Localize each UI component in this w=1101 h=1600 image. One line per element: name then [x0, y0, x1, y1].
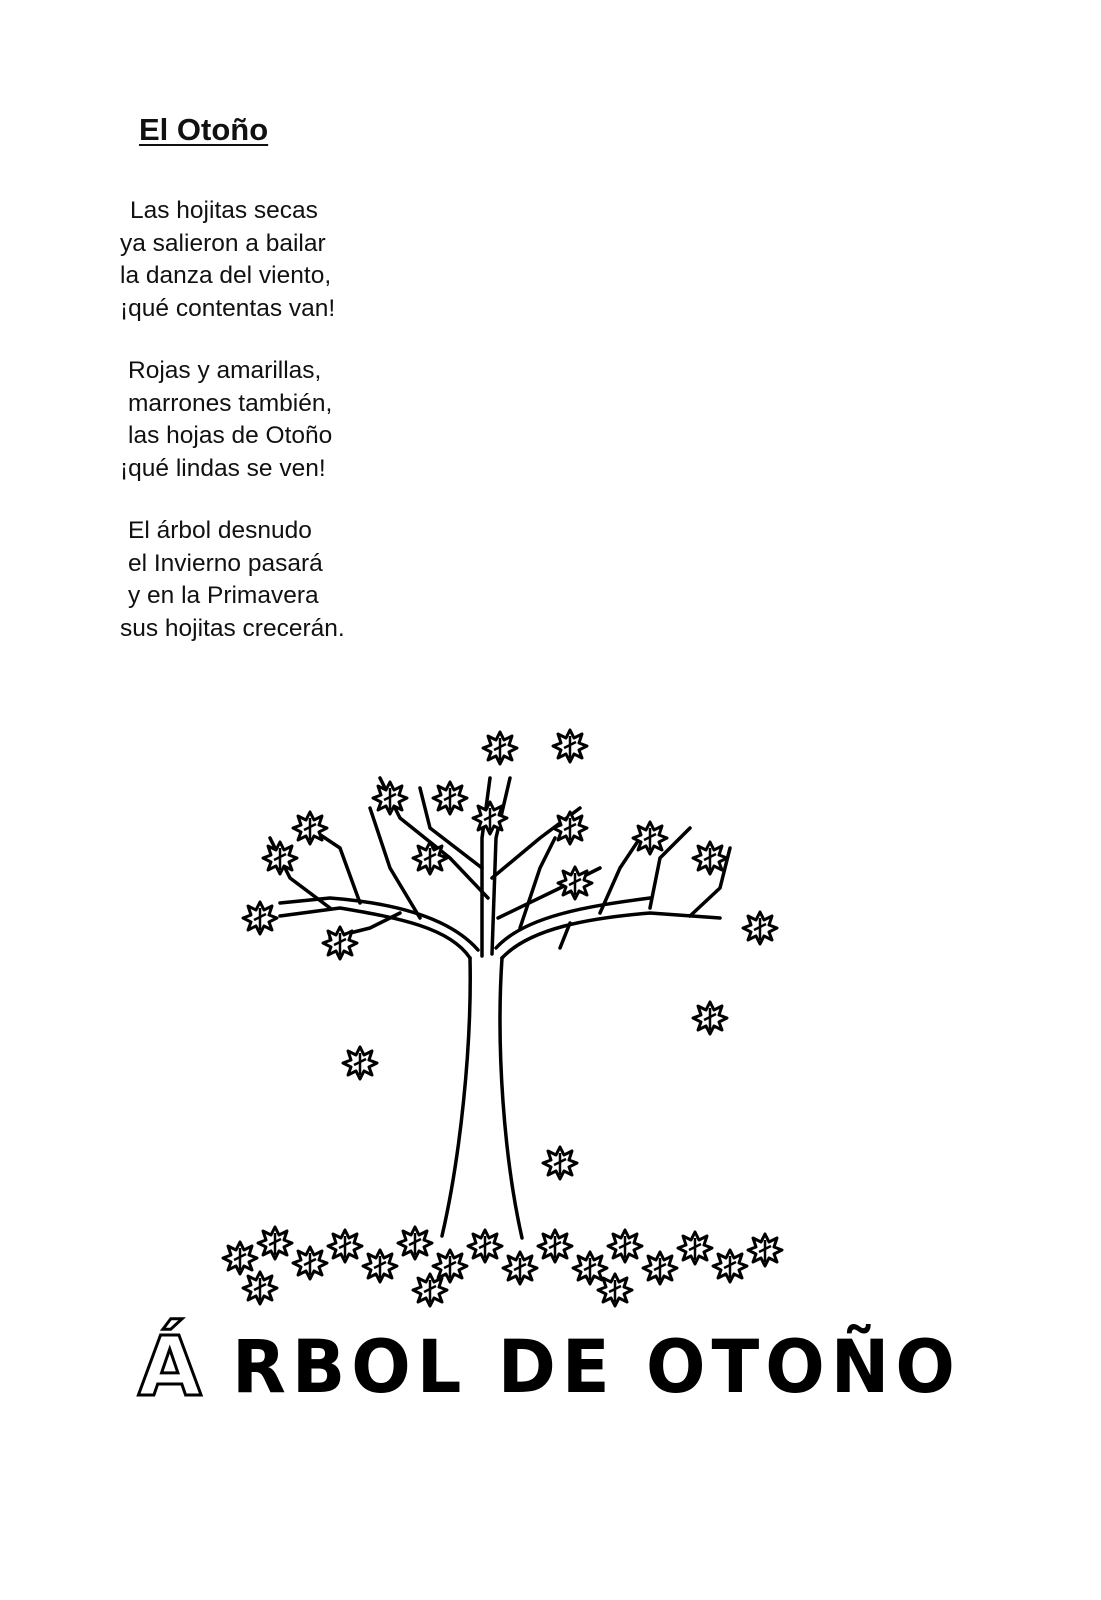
- poem-stanza-3: [120, 515, 420, 645]
- poem-line: y en la Primavera: [128, 582, 319, 609]
- poem-line: Las hojitas secas: [130, 197, 318, 224]
- poem-line: ya salieron a bailar: [120, 229, 326, 257]
- tree-icon: [220, 718, 820, 1318]
- poem-line: marrones también,: [128, 389, 333, 417]
- poem: [120, 195, 420, 675]
- wordmark-text: RBOL DE OTOÑO: [232, 1323, 961, 1411]
- wordmark: [134, 1298, 961, 1418]
- poem-line: Rojas y amarillas,: [128, 357, 322, 384]
- poem-line: ¡qué lindas se ven!: [120, 454, 326, 482]
- poem-line: las hojas de Otoño: [128, 422, 333, 449]
- poem-line: ¡qué contentas van!: [120, 294, 336, 322]
- poem-line: el Invierno pasará: [128, 549, 323, 577]
- wordmark-first-letter: Á: [138, 1320, 202, 1415]
- poem-stanza-1: [120, 195, 420, 325]
- page-title: El Otoño: [139, 112, 269, 147]
- poem-line: El árbol desnudo: [128, 517, 312, 544]
- poem-stanza-2: [120, 355, 420, 485]
- poem-line: la danza del viento,: [120, 262, 332, 289]
- poem-line: sus hojitas crecerán.: [120, 614, 345, 642]
